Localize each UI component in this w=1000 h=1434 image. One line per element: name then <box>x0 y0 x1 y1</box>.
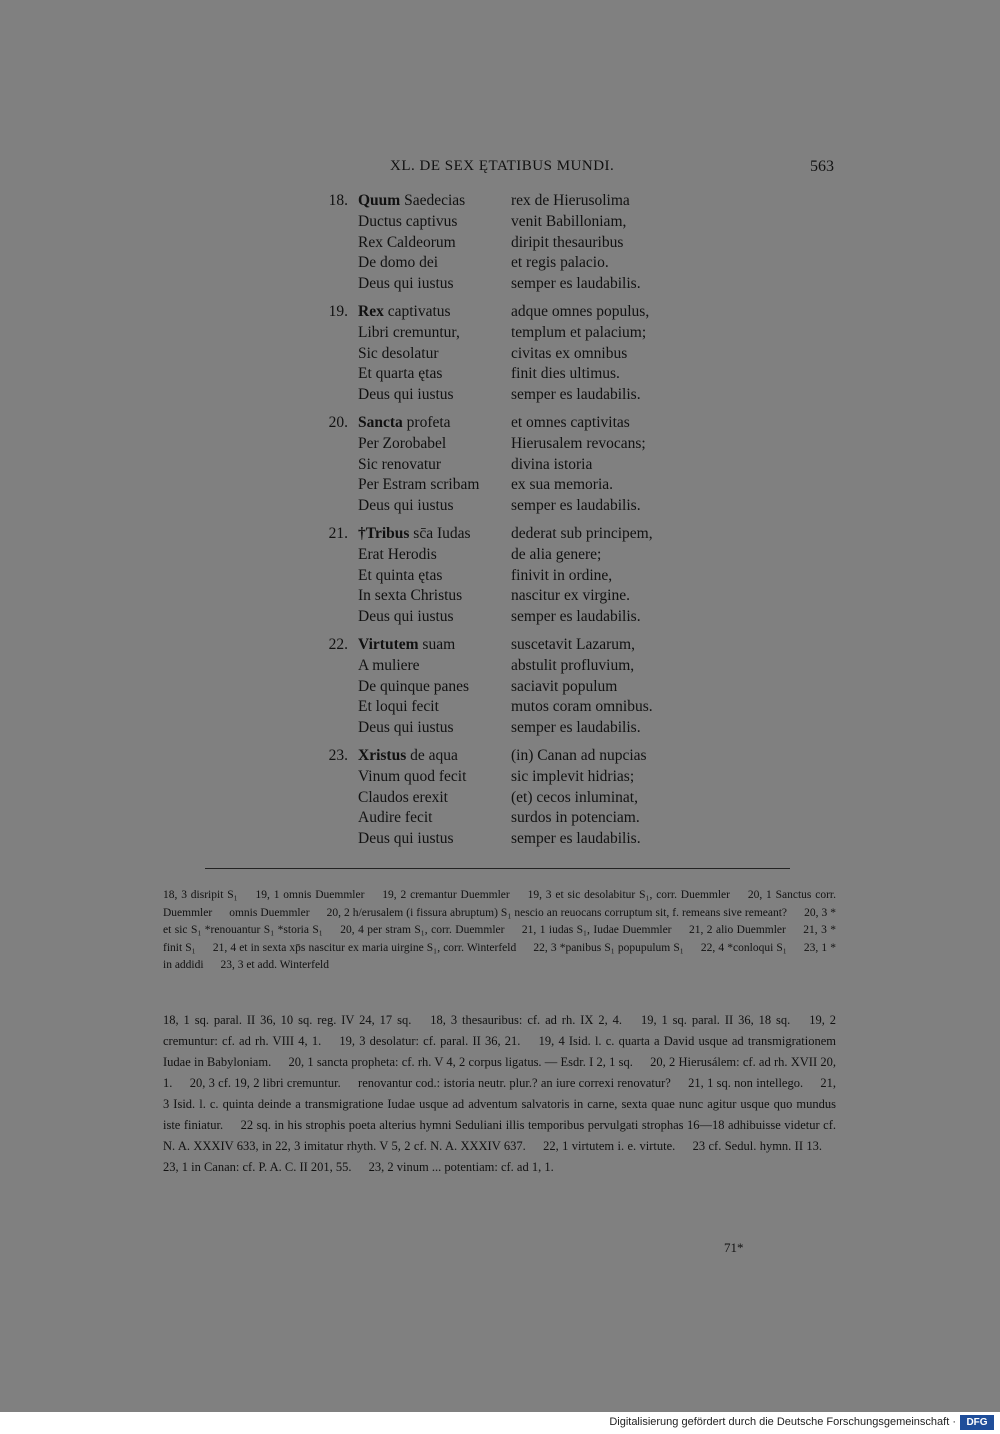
source-note-entry: 20, 2 Hierusálem: cf. ad rh. XVII 20, 1. <box>163 1055 837 1090</box>
source-note-entry: 18, 1 sq. paral. II 36, 10 sq. reg. IV 24, 17 sq. <box>163 1013 412 1027</box>
source-note-entry: renovantur cod.: istoria neutr. plur.? an iure correxi renovatur? <box>358 1076 671 1090</box>
verse-first-half-text: Deus qui iustus <box>358 275 454 293</box>
source-note-entry: 21, 1 sq. non intellego. <box>688 1076 804 1090</box>
verse-second-half: suscetavit Lazarum, <box>511 636 635 653</box>
stanza-initial-word: Quum <box>358 192 401 209</box>
verse-first-half-text: Per Zorobabel <box>358 434 447 452</box>
verse-second-half: saciavit populum <box>511 677 618 695</box>
verse-first-half-text: captivatus <box>383 303 451 320</box>
verse-line <box>0 303 1000 324</box>
stanza-initial-word: Sancta <box>358 414 403 431</box>
verse-first-half <box>358 809 432 827</box>
verse-line <box>0 324 1000 345</box>
verse-second-half: templum et palacium; <box>511 323 647 341</box>
verse-first-half <box>358 768 466 786</box>
verse-line <box>0 497 1000 518</box>
verse-second-half: Hierusalem revocans; <box>511 434 646 452</box>
verse-line <box>0 747 1000 768</box>
verse-line <box>0 414 1000 435</box>
stanza-number: 20. <box>328 414 348 431</box>
verse-first-half <box>358 830 454 848</box>
source-note-entry: 23 cf. Sedul. hymn. II 13. <box>692 1139 822 1153</box>
verse-first-half-text: Deus qui iustus <box>358 497 454 515</box>
source-note-entry: 23, 1 in Canan: cf. P. A. C. II 201, 55. <box>163 1160 352 1174</box>
verse-line <box>0 719 1000 740</box>
stanza-initial-word: †Tribus <box>358 525 410 542</box>
dfg-logo: DFG <box>960 1415 994 1430</box>
verse-second-half: divina istoria <box>511 455 593 473</box>
critical-apparatus <box>163 887 836 975</box>
stanza-initial-word: Rex <box>358 303 384 320</box>
apparatus-entry: 21, 3 * finit S₁ <box>163 924 837 954</box>
verse-second-half: semper es laudabilis. <box>511 275 641 293</box>
verse-first-half <box>358 546 437 564</box>
verse-first-half <box>358 456 441 474</box>
verse-first-half <box>358 678 469 696</box>
source-note-entry: 20, 1 sancta propheta: cf. rh. V 4, 2 corpus ligatus. — Esdr. I 2, 1 sq. <box>288 1055 633 1069</box>
verse-line <box>0 768 1000 789</box>
stanza-number: 18. <box>328 192 348 209</box>
stanza-number: 21. <box>328 525 348 542</box>
verse-first-half-text: Saedecias <box>400 192 466 209</box>
verse-second-half: mutos coram omnibus. <box>511 698 653 716</box>
source-note-entry: 19, 1 sq. paral. II 36, 18 sq. <box>640 1013 791 1027</box>
verse-line <box>0 386 1000 407</box>
verse-line <box>0 192 1000 213</box>
verse-second-half: civitas ex omnibus <box>511 344 628 362</box>
verse-first-half <box>358 275 454 293</box>
signature-mark: 71* <box>724 1240 744 1255</box>
verse-first-half-text: Deus qui iustus <box>358 608 454 626</box>
verse-first-half-text: Ductus captivus <box>358 212 458 230</box>
verse-first-half-text: Sic renovatur <box>358 455 442 473</box>
apparatus-entry: 18, 3 disripit S₁ <box>163 889 238 901</box>
verse-first-half <box>358 476 479 494</box>
verse-line <box>0 657 1000 678</box>
apparatus-entry: omnis Duemmler <box>229 906 310 919</box>
apparatus-entry: 22, 3 *panibus S₁ popupulum S₁ <box>533 941 684 954</box>
verse-second-half: et omnes captivitas <box>511 414 630 431</box>
verse-second-half: sic implevit hidrias; <box>511 767 635 785</box>
verse-line <box>0 275 1000 296</box>
verse-second-half: semper es laudabilis. <box>511 497 641 515</box>
verse-first-half-text: sc̄a Iudas <box>409 525 471 542</box>
verse-first-half <box>358 719 454 737</box>
verse-first-half-text: Audire fecit <box>358 809 433 827</box>
verse-first-half <box>358 324 460 342</box>
verse-first-half <box>358 636 455 654</box>
apparatus-entry: 21, 4 et in sexta xp̄s nascitur ex maria uirgine S₁, corr. Winterfeld <box>212 941 517 954</box>
apparatus-entry: 21, 2 alio Duemmler <box>688 924 786 936</box>
verse-second-half: et regis palacio. <box>511 254 609 272</box>
verse-second-half: semper es laudabilis. <box>511 386 641 404</box>
verse-first-half-text: In sexta Christus <box>358 587 463 605</box>
verse-first-half-text: Deus qui iustus <box>358 386 454 404</box>
verse-first-half-text: De domo dei <box>358 254 439 272</box>
verse-first-half-text: Et quarta ętas <box>358 365 443 383</box>
verse-first-half <box>358 587 462 605</box>
verse-first-half <box>358 567 442 585</box>
verse-first-half <box>358 192 465 210</box>
verse-first-half-text: Erat Herodis <box>358 545 437 563</box>
verse-first-half-text: profeta <box>402 414 451 431</box>
verse-second-half: abstulit profluvium, <box>511 656 635 674</box>
footer-credit: Digitalisierung gefördert durch die Deutsche Forschungsgemeinschaft · <box>609 1416 956 1428</box>
page-number: 563 <box>810 158 834 175</box>
verse-first-half-text: Et loqui fecit <box>358 698 439 716</box>
verse-second-half: dederat sub principem, <box>511 525 653 542</box>
verse-line <box>0 789 1000 810</box>
verse-line <box>0 587 1000 608</box>
verse-line <box>0 809 1000 830</box>
verse-line <box>0 636 1000 657</box>
verse-first-half-text: Deus qui iustus <box>358 830 454 848</box>
verse-line <box>0 476 1000 497</box>
verse-first-half <box>358 234 456 252</box>
verse-first-half <box>358 303 451 321</box>
verse-line <box>0 213 1000 234</box>
verse-second-half: rex de Hierusolima <box>511 192 630 209</box>
verse-line <box>0 435 1000 456</box>
stanza-number: 19. <box>328 303 348 320</box>
verse-second-half: diripit thesauribus <box>511 233 624 251</box>
verse-first-half <box>358 254 438 272</box>
verse-first-half-text: Claudos erexit <box>358 788 448 806</box>
footer-bar <box>0 1412 1000 1434</box>
verse-first-half <box>358 789 448 807</box>
verse-second-half: semper es laudabilis. <box>511 608 641 626</box>
verse-second-half: venit Babilloniam, <box>511 212 627 230</box>
apparatus-entry: 21, 1 iudas S₁, Iudae Duemmler <box>521 924 672 936</box>
verse-first-half <box>358 747 458 765</box>
verse-first-half <box>358 525 471 543</box>
verse-first-half-text: de aqua <box>406 747 458 764</box>
verse-first-half <box>358 213 457 231</box>
verse-second-half: semper es laudabilis. <box>511 719 641 737</box>
verse-second-half: (et) cecos inluminat, <box>511 788 638 806</box>
verse-line <box>0 830 1000 851</box>
verse-second-half: semper es laudabilis. <box>511 830 641 848</box>
apparatus-entry: 19, 2 cremantur Duemmler <box>382 889 510 901</box>
verse-line <box>0 567 1000 588</box>
verse-second-half: (in) Canan ad nupcias <box>511 747 647 764</box>
verse-first-half <box>358 608 454 626</box>
verse-first-half-text: Rex Caldeorum <box>358 233 456 251</box>
verse-first-half <box>358 497 454 515</box>
verse-second-half: finivit in ordine, <box>511 566 613 584</box>
verse-line <box>0 234 1000 255</box>
verse-first-half-text: De quinque panes <box>358 677 470 695</box>
stanza-initial-word: Virtutem <box>358 636 419 653</box>
apparatus-entry: 20, 3 * et sic S₁ *renouantur S₁ *storia S₁ <box>163 906 836 936</box>
verse-second-half: ex sua memoria. <box>511 476 614 494</box>
verse-first-half-text: Sic desolatur <box>358 344 439 362</box>
verse-line <box>0 365 1000 386</box>
apparatus-entry: 20, 2 h/erusalem (i fissura abruptum) S₁ nescio an reuocans corruptum sit, f. remeans sive remeant? <box>326 906 788 919</box>
verse-first-half <box>358 657 420 675</box>
apparatus-entry: 23, 3 et add. Winterfeld <box>220 959 329 971</box>
verse-first-half-text: Et quinta ętas <box>358 566 443 584</box>
verse-line <box>0 546 1000 567</box>
source-note-entry: 23, 2 vinum ... potentiam: cf. ad 1, 1. <box>368 1160 554 1174</box>
source-note-entry: 22 sq. in his strophis poeta alterius hymni Seduliani illis temporibus pervulgati strophas 16—18 adhibuisse videtur cf. N. A. XXXIV 633, in 22, 3 imitatur rhyth. V 5, 2 cf. N. A. XXXIV 637. <box>163 1118 837 1153</box>
source-note-entry: 20, 3 cf. 19, 2 libri cremuntur. <box>189 1076 341 1090</box>
verse-first-half-text: suam <box>418 636 456 653</box>
verse-line <box>0 678 1000 699</box>
verse-second-half: de alia genere; <box>511 545 602 563</box>
verse-first-half-text: Libri cremuntur, <box>358 323 460 341</box>
source-note-entry: 19, 2 cremuntur: cf. ad rh. VIII 4, 1. <box>163 1013 837 1048</box>
running-head <box>0 158 1000 180</box>
verse-line <box>0 345 1000 366</box>
verse-second-half: finit dies ultimus. <box>511 365 620 383</box>
apparatus-entry: 22, 4 *conloqui S₁ <box>700 941 787 954</box>
source-notes <box>163 1010 836 1178</box>
verse-second-half: adque omnes populus, <box>511 303 650 320</box>
source-note-entry: 19, 3 desolatur: cf. paral. II 36, 21. <box>339 1034 521 1048</box>
apparatus-entry: 19, 3 et sic desolabitur S₁, corr. Duemmler <box>527 889 730 901</box>
apparatus-entry: 20, 4 per stram S₁, corr. Duemmler <box>340 924 505 936</box>
verse-first-half <box>358 698 439 716</box>
verse-line <box>0 698 1000 719</box>
verse-first-half-text: Per Estram scribam <box>358 476 480 494</box>
verse-first-half-text: A muliere <box>358 656 420 674</box>
source-note-entry: 19, 4 Isid. l. c. quarta a David usque ad transmigrationem Iudae in Babyloniam. <box>163 1034 837 1069</box>
running-title: XL. DE SEX ĘTATIBUS MUNDI. <box>390 158 615 174</box>
apparatus-entry: 23, 1 * in addidi <box>163 941 837 971</box>
apparatus-entry: 20, 1 Sanctus corr. Duemmler <box>163 889 837 919</box>
verse-line <box>0 525 1000 546</box>
verse-second-half: surdos in potenciam. <box>511 809 640 827</box>
verse-first-half <box>358 435 446 453</box>
source-note-entry: 21, 3 Isid. l. c. quinta deinde a transmigratione Iudae usque ad adventum salvatoris in carne, sexta quae nunc agitur usque quo mundus iste finiatur. <box>163 1076 837 1132</box>
verse-first-half <box>358 386 454 404</box>
verse-line <box>0 608 1000 629</box>
verse-second-half: nascitur ex virgine. <box>511 587 630 605</box>
stanza-initial-word: Xristus <box>358 747 407 764</box>
verse-line <box>0 254 1000 275</box>
stanza-number: 23. <box>328 747 348 764</box>
verse-first-half-text: Vinum quod fecit <box>358 767 467 785</box>
source-note-entry: 18, 3 thesauribus: cf. ad rh. IX 2, 4. <box>430 1013 623 1027</box>
apparatus-entry: 19, 1 omnis Duemmler <box>255 889 365 901</box>
source-note-entry: 22, 1 virtutem i. e. virtute. <box>543 1139 676 1153</box>
verse-first-half <box>358 414 451 432</box>
verse-first-half <box>358 365 442 383</box>
stanza-number: 22. <box>328 636 348 653</box>
verse-line <box>0 456 1000 477</box>
verse-first-half-text: Deus qui iustus <box>358 719 454 737</box>
footnote-rule <box>205 868 790 869</box>
verse-first-half <box>358 345 439 363</box>
